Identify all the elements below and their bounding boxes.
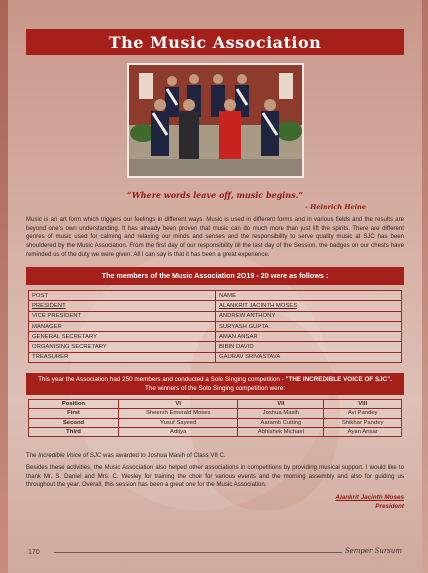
position-label: Second xyxy=(29,418,119,427)
footer-brand: Semper Sursum xyxy=(344,547,402,555)
table-row xyxy=(29,342,402,352)
quote-author: - Heinrich Heine xyxy=(305,203,366,211)
title-banner xyxy=(26,29,404,55)
header-position: Position xyxy=(29,400,119,409)
table-header-name: NAME xyxy=(216,291,402,301)
position-label: Third xyxy=(29,427,119,436)
member-post: GENERAL SECRETARY xyxy=(29,332,216,342)
table-row xyxy=(29,332,402,342)
right-decorative-band xyxy=(422,0,428,573)
table-row xyxy=(29,301,402,311)
winner-cell: Abhishek Michael xyxy=(238,427,324,436)
intro-paragraph: Music is an art form which triggers our feelings in different ways. Music is used in different forms and in various fields and the results are beyond one’s own understanding. It has already been proven that music can do much more than just lift the spirits. There are different genres of music used for calming and relaxing our minds and senses and the responsibility to serve quality music at SJC has been shouldered by the Music Association. From the first day of our responsibility till the last day of the Session, the badges on our chests have reminded us of the duty we were given. All I can say is that it has been a great experience. xyxy=(26,216,404,258)
page-number: 170 xyxy=(28,549,40,556)
header-class-vi: VI xyxy=(119,400,238,409)
member-post: MANAGER xyxy=(29,321,216,331)
quote-text: “Where words leave off, music begins.” xyxy=(127,190,303,200)
signature-name: Alankrit Jacinth Moses xyxy=(335,494,404,501)
table-header-row xyxy=(29,400,402,409)
header-class-viii: VIII xyxy=(324,400,402,409)
winner-cell: Ayan Ansar xyxy=(324,427,402,436)
competition-name: "THE INCREDIBLE VOICE OF SJC". xyxy=(285,376,392,383)
member-name: ALANKRIT JACINTH MOSES xyxy=(216,301,402,311)
award-suffix: was awarded to Joshua Masih of Class VII C. xyxy=(101,452,226,459)
footer-divider xyxy=(54,552,342,553)
member-name: BIBIN DAVID xyxy=(216,342,402,352)
winner-cell: Yusuf Sayeed xyxy=(119,418,238,427)
winner-cell: Avi Pandey xyxy=(324,409,402,418)
winner-cell: Joshua Masih xyxy=(238,409,324,418)
group-photo xyxy=(127,63,304,178)
table-row xyxy=(29,409,402,418)
award-title: Incredible Voice of SJC xyxy=(38,452,102,459)
left-decorative-band xyxy=(0,0,8,573)
header-class-vii: VII xyxy=(238,400,324,409)
position-label: First xyxy=(29,409,119,418)
table-header-post: POST xyxy=(29,291,216,301)
member-name: AMAN ANSAR xyxy=(216,332,402,342)
table-row xyxy=(29,427,402,436)
table-row xyxy=(29,311,402,321)
winner-cell: Sheersh Emerald Moses xyxy=(119,409,238,418)
member-name: SURYASH GUPTA xyxy=(216,321,402,331)
members-heading: The members of the Music Association 2O19 - 20 were as follows : xyxy=(26,267,404,285)
winner-cell: Shikhar Pandey xyxy=(324,418,402,427)
members-table xyxy=(28,290,402,363)
competition-line-2: The winners of the Solo Singing competition were: xyxy=(144,385,285,392)
table-row xyxy=(29,352,402,362)
winner-cell: Aditya xyxy=(119,427,238,436)
table-row xyxy=(29,418,402,427)
member-post: PRESIDENT xyxy=(29,301,216,311)
competition-line-1 xyxy=(26,375,404,384)
award-paragraph xyxy=(26,452,404,461)
member-post: ORGANISING SECRETARY xyxy=(29,342,216,352)
table-header-row xyxy=(29,291,402,301)
member-post: TREASURER xyxy=(29,352,216,362)
competition-intro-text: This year the Association had 250 members and conducted a Solo Singing competition - xyxy=(38,376,286,383)
signature-role: President xyxy=(375,503,404,510)
group-photo-icon xyxy=(129,65,302,176)
member-post: VICE PRESIDENT xyxy=(29,311,216,321)
member-name: GAURAV SRIVASTAVA xyxy=(216,352,402,362)
table-row xyxy=(29,321,402,331)
winners-table xyxy=(28,399,402,437)
page-title: The Music Association xyxy=(108,32,322,52)
closing-paragraph: Besides these activities, the Music Association also helped other associations in competitions by providing musical support. I would like to thank Mr. S. Daniel and Mrs. C. Wesley for training the choir for various events and the morning assembly and also for guiding us throughout the year. Overall, this session has been a great one for the Music Association. xyxy=(26,464,404,488)
award-prefix: The xyxy=(26,452,39,459)
winner-cell: Aaramb Cutting xyxy=(238,418,324,427)
competition-banner xyxy=(26,373,404,395)
member-name: ANDREW ANTHONY xyxy=(216,311,402,321)
